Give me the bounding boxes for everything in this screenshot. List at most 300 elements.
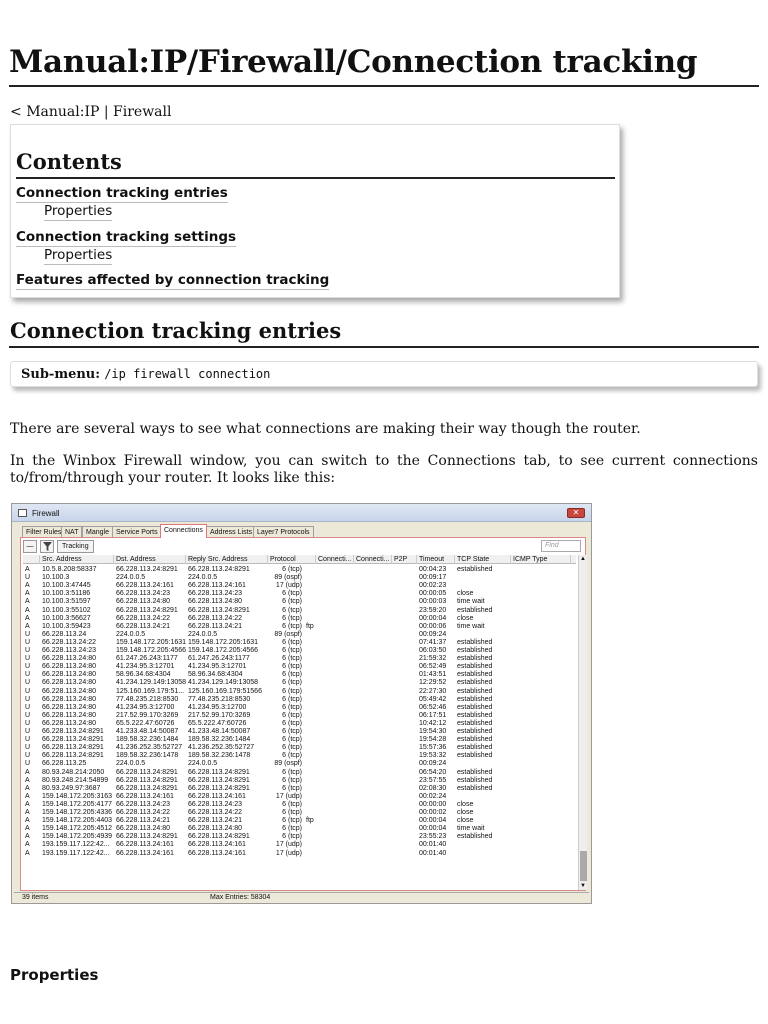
table-cell: 00:02:24 xyxy=(419,792,447,800)
breadcrumb xyxy=(10,104,172,120)
table-cell: 6 (tcp) xyxy=(282,622,302,630)
table-cell: 66.228.113.24:8291 xyxy=(116,768,178,776)
table-cell: 41.234.95.3:12700 xyxy=(116,703,175,711)
table-cell: 41.233.48.14:50087 xyxy=(116,728,179,735)
status-bar xyxy=(14,892,589,903)
table-cell: 06:54:20 xyxy=(419,768,447,776)
table-cell: 19:53:32 xyxy=(419,752,447,760)
table-header xyxy=(23,555,576,564)
breadcrumb-prefix: < xyxy=(10,104,27,120)
find-input[interactable]: Find xyxy=(541,540,581,552)
table-cell: 66.228.113.24:80 xyxy=(188,598,242,606)
table-cell: 80.93.249.97:3687 xyxy=(42,784,101,792)
table-cell: time wait xyxy=(457,622,485,630)
filter-icon-glyph xyxy=(43,542,52,551)
table-cell: 66.228.113.24:22 xyxy=(116,614,170,622)
column-header[interactable] xyxy=(23,555,40,564)
scroll-thumb[interactable] xyxy=(580,851,587,881)
table-cell: 6 (tcp) xyxy=(282,679,302,687)
table-cell: 6 (tcp) xyxy=(282,566,302,573)
table-cell: 66.228.113.24:80 xyxy=(188,825,242,833)
table-cell: A xyxy=(25,582,30,590)
table-cell: 66.228.113.24:23 xyxy=(188,590,242,598)
table-cell: 66.228.113.24:80 xyxy=(42,695,96,703)
column-header[interactable]: P2P xyxy=(392,555,417,564)
section-heading: Connection tracking entries xyxy=(10,318,342,343)
table-cell: 77.48.235.218:8530 xyxy=(188,695,251,703)
table-cell: 17 (udp) xyxy=(275,792,302,800)
table-cell: U xyxy=(25,679,31,687)
title-rule xyxy=(9,85,759,87)
table-cell: 00:00:05 xyxy=(419,590,447,598)
table-cell: 19:54:28 xyxy=(419,736,447,744)
submenu-label: Sub-menu: xyxy=(21,367,101,382)
table-cell: 6 (tcp) xyxy=(282,638,302,646)
table-cell: close xyxy=(457,817,474,825)
table-cell: 6 (tcp) xyxy=(282,703,302,711)
table-cell: 6 (tcp) xyxy=(282,833,302,841)
table-cell: established xyxy=(457,606,493,614)
table-cell: established xyxy=(457,784,493,792)
toc-link-properties-1[interactable]: Properties xyxy=(44,203,113,219)
table-cell: 6 (tcp) xyxy=(282,671,302,679)
table-cell: 66.228.113.24:8291 xyxy=(42,728,104,735)
breadcrumb-link-ip[interactable]: Manual:IP xyxy=(26,104,100,120)
table-cell: 125.160.169.179:51566 xyxy=(188,687,262,695)
table-cell: established xyxy=(457,671,493,679)
table-cell: 10.100.3:56627 xyxy=(42,614,91,622)
table-cell: 15:57:36 xyxy=(419,744,447,752)
table-cell: 189.58.32.236:1484 xyxy=(116,736,179,744)
table-cell: 159.148.172.205:1631 xyxy=(188,638,259,646)
column-header[interactable]: Protocol xyxy=(268,555,316,564)
table-cell: A xyxy=(25,614,30,622)
table-cell: 06:17:51 xyxy=(419,711,447,719)
table-cell: 66.228.113.24:8291 xyxy=(188,784,250,792)
table-cell: 00:00:06 xyxy=(419,622,447,630)
table-cell: 66.228.113.24:80 xyxy=(42,655,96,663)
table-cell: 125.160.169.179:51... xyxy=(116,687,185,695)
table-cell: 6 (tcp) xyxy=(282,784,302,792)
table-cell: 66.228.113.24:21 xyxy=(116,622,170,630)
table-cell: 41.234.129.149:13058 xyxy=(188,679,259,687)
column-header[interactable]: Src. Address xyxy=(40,555,114,564)
table-cell: 66.228.113.24:80 xyxy=(116,598,170,606)
table-cell: 224.0.0.5 xyxy=(188,574,218,582)
table-cell: 66.228.113.24:8291 xyxy=(42,736,104,744)
table-cell: 217.52.99.170:3269 xyxy=(188,711,251,719)
table-cell: close xyxy=(457,590,474,598)
table-cell: 66.228.113.24:8291 xyxy=(188,776,250,784)
table-cell: time wait xyxy=(457,598,485,606)
table-cell: 66.228.113.24:21 xyxy=(116,817,170,825)
table-cell: 66.228.113.24:8291 xyxy=(188,566,250,573)
table-cell: 6 (tcp) xyxy=(282,655,302,663)
table-cell: 66.228.113.24:80 xyxy=(42,711,96,719)
table-cell: 00:00:02 xyxy=(419,809,447,816)
table-cell: A xyxy=(25,622,30,630)
table-cell: 6 (tcp) xyxy=(282,598,302,606)
table-cell: 66.228.113.24:23 xyxy=(42,647,96,654)
table-cell: 6 (tcp) xyxy=(282,614,302,622)
table-cell: 66.228.113.24:8291 xyxy=(188,606,250,614)
table-cell: 10.100.3:59423 xyxy=(42,622,91,630)
table-cell: 189.58.32.236:1478 xyxy=(116,752,179,760)
table-cell: 23:59:20 xyxy=(419,606,447,614)
table-cell: 66.228.113.24:80 xyxy=(116,825,170,833)
table-cell: 10:42:12 xyxy=(419,719,447,727)
table-cell: 12:29:52 xyxy=(419,679,447,687)
table-cell: 6 (tcp) xyxy=(282,809,302,816)
table-cell: 00:00:00 xyxy=(419,800,447,808)
table-cell: 66.228.113.24:161 xyxy=(188,841,246,849)
table-cell: 224.0.0.5 xyxy=(188,760,218,768)
table-cell: 224.0.0.5 xyxy=(116,760,146,768)
table-cell: established xyxy=(457,566,493,573)
table-cell: 41.234.129.149:13058 xyxy=(116,679,186,687)
table-cell: 00:02:23 xyxy=(419,582,447,590)
table-cell: established xyxy=(457,647,493,654)
table-cell: 65.5.222.47:60726 xyxy=(188,719,247,727)
table-cell: U xyxy=(25,630,31,638)
table-cell: established xyxy=(457,638,493,646)
table-cell: 6 (tcp) xyxy=(282,776,302,784)
table-cell: 41.233.48.14:50087 xyxy=(188,728,251,735)
table-cell: A xyxy=(25,833,30,841)
table-cell: 66.228.113.24:8291 xyxy=(42,744,104,752)
submenu-box xyxy=(10,361,758,387)
table-cell: established xyxy=(457,655,493,663)
column-header[interactable]: ICMP Type xyxy=(511,555,571,564)
table-cell: 10.100.3:51597 xyxy=(42,598,91,606)
connections-panel xyxy=(20,537,586,891)
table-cell: 189.58.32.236:1478 xyxy=(188,752,251,760)
table-cell: 41.234.95.3:12701 xyxy=(188,663,247,671)
table-cell: U xyxy=(25,703,31,711)
table-cell: 66.228.113.24:8291 xyxy=(188,768,250,776)
table-cell: A xyxy=(25,849,30,857)
table-cell: 224.0.0.5 xyxy=(116,574,146,582)
table-cell: 66.228.113.24:23 xyxy=(116,590,170,598)
window-icon xyxy=(18,509,27,517)
table-cell: A xyxy=(25,566,30,573)
table-cell: 00:01:40 xyxy=(419,841,447,849)
table-cell: U xyxy=(25,647,31,654)
table-cell: 6 (tcp) xyxy=(282,825,302,833)
table-cell: U xyxy=(25,687,31,695)
tab-layer7-protocols[interactable]: Layer7 Protocols xyxy=(253,526,314,538)
table-cell: 66.228.113.24:21 xyxy=(188,622,242,630)
table-cell: 06:52:49 xyxy=(419,663,447,671)
tab-filter-rules[interactable]: Filter Rules xyxy=(22,526,65,538)
table-cell: established xyxy=(457,703,493,711)
table-cell: U xyxy=(25,728,31,735)
table-cell: U xyxy=(25,736,31,744)
table-cell: U xyxy=(25,711,31,719)
toc-link-properties-2[interactable]: Properties xyxy=(44,247,113,263)
table-cell: 66.228.113.24:8291 xyxy=(116,833,178,841)
table-cell: established xyxy=(457,719,493,727)
table-cell: 66.228.113.24:22 xyxy=(188,809,242,816)
table-cell: 00:01:40 xyxy=(419,849,447,857)
table-cell: 159.148.172.205:4566 xyxy=(116,647,186,654)
tab-connections[interactable]: Connections xyxy=(160,524,207,538)
table-cell: 6 (tcp) xyxy=(282,647,302,654)
table-cell: 23:57:55 xyxy=(419,776,447,784)
table-cell: 66.228.113.24:161 xyxy=(188,582,246,590)
table-cell: 17 (udp) xyxy=(275,849,302,857)
submenu-path: /ip firewall connection xyxy=(104,367,271,381)
close-icon[interactable]: ✕ xyxy=(567,508,585,518)
table-cell: A xyxy=(25,784,30,792)
table-cell: 10.5.8.208:58337 xyxy=(42,566,97,573)
minus-icon[interactable]: — xyxy=(23,540,37,553)
table-cell: 10.100.3:51186 xyxy=(42,590,91,598)
column-header[interactable]: TCP State xyxy=(455,555,511,564)
table-cell: 6 (tcp) xyxy=(282,695,302,703)
table-cell: 66.228.113.24:21 xyxy=(188,817,242,825)
table-cell: 66.228.113.24:161 xyxy=(116,582,174,590)
column-header[interactable]: Connecti... xyxy=(316,555,354,564)
table-cell: 06:03:50 xyxy=(419,647,447,654)
status-item-count: 39 items xyxy=(22,894,49,901)
table-cell: 00:00:04 xyxy=(419,817,447,825)
breadcrumb-link-firewall[interactable]: Firewall xyxy=(113,104,172,120)
table-cell: 159.148.172.205:1631 xyxy=(116,638,186,646)
table-cell: 61.247.26.243:1177 xyxy=(116,655,178,663)
table-cell: A xyxy=(25,768,30,776)
window-titlebar xyxy=(12,504,591,522)
table-cell: U xyxy=(25,719,31,727)
column-header[interactable]: Timeout xyxy=(417,555,455,564)
table-cell: 66.228.113.24:80 xyxy=(42,679,96,687)
table-cell: 17 (udp) xyxy=(275,582,302,590)
table-cell: 66.228.113.24:8291 xyxy=(42,752,104,760)
table-cell: 6 (tcp) xyxy=(282,719,302,727)
table-cell: 05:49:42 xyxy=(419,695,447,703)
table-cell: 17 (udp) xyxy=(275,841,302,849)
properties-heading: Properties xyxy=(10,966,99,984)
table-cell: 224.0.0.5 xyxy=(116,630,146,638)
tab-service-ports[interactable]: Service Ports xyxy=(112,526,162,538)
table-cell: 6 (tcp) xyxy=(282,744,302,752)
vertical-scrollbar[interactable] xyxy=(578,555,587,890)
table-cell: 66.228.113.24:161 xyxy=(116,792,174,800)
paragraph-2: In the Winbox Firewall window, you can switch to the Connections tab, to see current connections to/from/through your router. It looks like this: xyxy=(10,453,758,486)
table-cell: 6 (tcp) xyxy=(282,736,302,744)
table-cell: established xyxy=(457,695,493,703)
toc-link-connection-tracking-entries[interactable]: Connection tracking entries xyxy=(16,185,228,201)
table-cell: 89 (ospf) xyxy=(274,630,302,638)
table-cell: 41.234.95.3:12701 xyxy=(116,663,175,671)
tab-mangle[interactable]: Mangle xyxy=(82,526,113,538)
table-cell: 58.96.34.68:4304 xyxy=(116,671,171,679)
table-cell: 159.148.172.205:4566 xyxy=(188,647,259,654)
table-cell: 66.228.113.24:80 xyxy=(42,663,96,671)
table-cell: 189.58.32.236:1484 xyxy=(188,736,251,744)
table-cell: established xyxy=(457,744,493,752)
table-cell: A xyxy=(25,776,30,784)
toc-link-connection-tracking-settings[interactable]: Connection tracking settings xyxy=(16,229,237,245)
table-cell: 22:27:30 xyxy=(419,687,447,695)
table-cell: 66.228.113.24:22 xyxy=(116,809,170,816)
table-cell: 66.228.113.25 xyxy=(42,760,87,768)
table-cell: A xyxy=(25,606,30,614)
table-cell: 66.228.113.24:8291 xyxy=(116,784,178,792)
status-max-entries: Max Entries: 58304 xyxy=(210,894,271,901)
table-cell: 224.0.0.5 xyxy=(188,630,218,638)
table-cell: U xyxy=(25,638,31,646)
table-cell: 159.148.172.205:4939 xyxy=(42,833,113,841)
table-cell: 66.228.113.24:80 xyxy=(42,719,96,727)
table-cell: 66.228.113.24:161 xyxy=(188,849,246,857)
table-of-contents xyxy=(10,124,620,298)
table-cell: A xyxy=(25,800,30,808)
table-cell: U xyxy=(25,760,31,768)
table-cell: 6 (tcp) xyxy=(282,606,302,614)
table-cell: 10.100.3:55102 xyxy=(42,606,91,614)
column-header[interactable]: Reply Src. Address xyxy=(186,555,268,564)
paragraph-1: There are several ways to see what connections are making their way though the router. xyxy=(10,421,641,437)
table-cell: 00:00:04 xyxy=(419,614,447,622)
toolbar xyxy=(23,540,583,554)
scroll-up-icon[interactable]: ▲ xyxy=(580,556,586,562)
table-cell: A xyxy=(25,817,30,825)
table-cell: 89 (ospf) xyxy=(274,760,302,768)
table-cell: 159.148.172.205:4512 xyxy=(42,825,113,833)
table-cell: time wait xyxy=(457,825,485,833)
table-cell: 66.228.113.24:161 xyxy=(116,849,174,857)
tab-address-lists[interactable]: Address Lists xyxy=(206,526,256,538)
table-cell: ftp xyxy=(306,622,314,630)
table-cell: U xyxy=(25,671,31,679)
table-cell: 193.159.117.122:42... xyxy=(42,841,110,849)
tracking-button[interactable]: Tracking xyxy=(57,540,94,553)
table-cell: 66.228.113.24:23 xyxy=(188,800,242,808)
table-cell: 00:04:23 xyxy=(419,566,447,573)
table-cell: 6 (tcp) xyxy=(282,728,302,735)
table-cell: 61.247.26.243:1177 xyxy=(188,655,250,663)
table-cell: U xyxy=(25,752,31,760)
table-cell: 66.228.113.24:80 xyxy=(42,703,96,711)
table-cell: established xyxy=(457,711,493,719)
table-cell: 66.228.113.24:22 xyxy=(42,638,96,646)
table-cell: U xyxy=(25,744,31,752)
table-cell: U xyxy=(25,695,31,703)
table-cell: 66.228.113.24:8291 xyxy=(116,566,178,573)
table-cell: 66.228.113.24:8291 xyxy=(116,776,178,784)
table-cell: 159.148.172.205:4403 xyxy=(42,817,113,825)
table-cell: 00:09:24 xyxy=(419,630,447,638)
table-cell: 66.228.113.24:161 xyxy=(188,792,246,800)
column-header[interactable]: Connecti... xyxy=(354,555,392,564)
table-cell: 89 (ospf) xyxy=(274,574,302,582)
table-cell: U xyxy=(25,663,31,671)
page-title: Manual:IP/Firewall/Connection tracking xyxy=(9,44,698,80)
table-cell: 193.159.117.122:42... xyxy=(42,849,110,857)
table-cell: U xyxy=(25,574,31,582)
table-cell: 23:55:23 xyxy=(419,833,447,841)
table-cell: 41.236.252.35:52727 xyxy=(188,744,255,752)
table-cell: 66.228.113.24:80 xyxy=(42,671,96,679)
table-cell: established xyxy=(457,687,493,695)
table-cell: A xyxy=(25,792,30,800)
table-cell: 65.5.222.47:60726 xyxy=(116,719,175,727)
table-cell: 6 (tcp) xyxy=(282,711,302,719)
table-cell: 00:00:03 xyxy=(419,598,447,606)
table-row[interactable] xyxy=(23,849,576,858)
toc-link-features-affected[interactable]: Features affected by connection tracking xyxy=(16,272,330,288)
table-cell: 77.48.235.218:8530 xyxy=(116,695,179,703)
table-cell: 159.148.172.205:3163 xyxy=(42,792,113,800)
table-cell: 01:43:51 xyxy=(419,671,447,679)
table-cell: 41.234.95.3:12700 xyxy=(188,703,247,711)
table-cell: 66.228.113.24:23 xyxy=(116,800,170,808)
scroll-down-icon[interactable]: ▼ xyxy=(580,883,586,889)
window-title: Firewall xyxy=(32,509,60,518)
column-header[interactable]: Dst. Address xyxy=(114,555,186,564)
table-cell: 66.228.113.24:80 xyxy=(42,687,96,695)
table-cell: established xyxy=(457,679,493,687)
table-cell: 10.100.3 xyxy=(42,574,70,582)
winbox-firewall-window xyxy=(11,503,592,904)
table-cell: 159.148.172.205:4336 xyxy=(42,809,113,816)
table-cell: 58.96.34.68:4304 xyxy=(188,671,243,679)
toc-rule xyxy=(16,177,615,179)
table-cell: 21:59:32 xyxy=(419,655,447,663)
table-cell: 66.228.113.24 xyxy=(42,630,87,638)
table-cell: established xyxy=(457,768,493,776)
table-cell: 66.228.113.24:8291 xyxy=(188,833,250,841)
breadcrumb-separator: | xyxy=(99,104,114,120)
table-cell: established xyxy=(457,776,493,784)
table-cell: A xyxy=(25,809,30,816)
table-cell: 66.228.113.24:161 xyxy=(116,841,174,849)
table-cell: 6 (tcp) xyxy=(282,752,302,760)
table-cell: 80.93.248.214:54899 xyxy=(42,776,109,784)
connections-table xyxy=(23,555,576,889)
table-cell: 6 (tcp) xyxy=(282,800,302,808)
table-cell: 217.52.99.170:3269 xyxy=(116,711,179,719)
table-cell: 6 (tcp) xyxy=(282,768,302,776)
table-cell: 10.100.3:47445 xyxy=(42,582,91,590)
table-cell: 66.228.113.24:22 xyxy=(188,614,242,622)
table-cell: close xyxy=(457,809,474,816)
table-cell: 66.228.113.24:8291 xyxy=(116,606,178,614)
table-cell: 07:41:37 xyxy=(419,638,447,646)
table-cell: 6 (tcp) xyxy=(282,663,302,671)
table-cell: 00:00:04 xyxy=(419,825,447,833)
table-cell: 6 (tcp) xyxy=(282,590,302,598)
table-cell: A xyxy=(25,825,30,833)
table-cell: 06:52:46 xyxy=(419,703,447,711)
filter-icon[interactable] xyxy=(40,540,54,553)
table-cell: ftp xyxy=(306,817,314,825)
table-cell: 6 (tcp) xyxy=(282,687,302,695)
table-cell: established xyxy=(457,663,493,671)
table-cell: 80.93.248.214:2050 xyxy=(42,768,105,776)
table-cell: 41.236.252.35:52727 xyxy=(116,744,183,752)
table-cell: 6 (tcp) xyxy=(282,817,302,825)
toc-title: Contents xyxy=(16,149,122,174)
tab-nat[interactable]: NAT xyxy=(61,526,82,538)
table-cell: A xyxy=(25,590,30,598)
table-cell: established xyxy=(457,833,493,841)
table-cell: established xyxy=(457,736,493,744)
table-cell: 00:09:17 xyxy=(419,574,447,582)
table-cell: A xyxy=(25,598,30,606)
table-cell: A xyxy=(25,841,30,849)
